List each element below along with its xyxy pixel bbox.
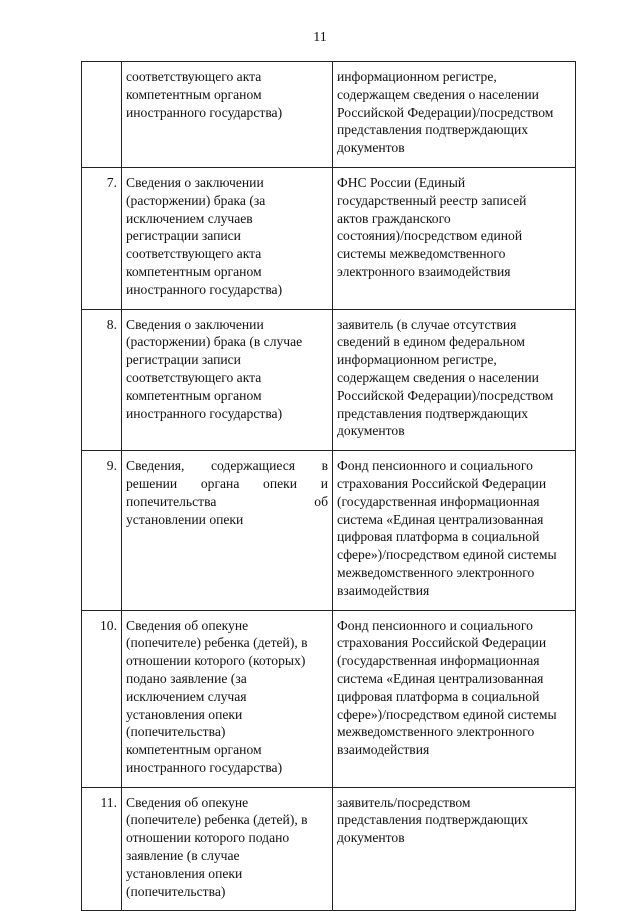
cell-line: актов гражданского bbox=[337, 210, 451, 226]
cell-line: система «Единая централизованная bbox=[337, 511, 544, 527]
row-number: 10. bbox=[82, 610, 122, 787]
cell-line: взаимодействия bbox=[337, 742, 430, 758]
cell-line: иностранного государства) bbox=[126, 104, 283, 120]
info-cell bbox=[122, 451, 333, 610]
cell-line: Российской Федерации)/посредством bbox=[337, 104, 554, 120]
row-number: 11. bbox=[82, 787, 122, 911]
info-cell bbox=[122, 610, 333, 787]
cell-line: иностранного государства) bbox=[126, 405, 283, 421]
cell-line: документов bbox=[337, 423, 405, 439]
cell-line: (попечительства) bbox=[126, 724, 226, 740]
cell-line: страхования Российской Федерации bbox=[337, 475, 547, 491]
cell-line: заявитель (в случае отсутствия bbox=[337, 316, 517, 332]
page-number: 11 bbox=[313, 30, 327, 45]
table-row bbox=[82, 610, 576, 787]
cell-line: государственный реестр записей bbox=[337, 192, 527, 208]
info-cell bbox=[122, 309, 333, 451]
cell-line: страхования Российской Федерации bbox=[337, 635, 547, 651]
cell-line: исключением случая bbox=[126, 688, 247, 704]
row-number: 8. bbox=[82, 309, 122, 451]
table-row bbox=[82, 787, 576, 911]
cell-line: документов bbox=[337, 830, 405, 846]
info-cell bbox=[122, 167, 333, 309]
cell-line: ФНС России (Единый bbox=[337, 174, 466, 190]
cell-line: Фонд пенсионного и социального bbox=[337, 458, 533, 474]
cell-line: регистрации записи bbox=[126, 228, 241, 244]
cell-line: исключением случаев bbox=[126, 210, 253, 226]
cell-line: Фонд пенсионного и социального bbox=[337, 617, 533, 633]
cell-line: представления подтверждающих bbox=[337, 122, 529, 138]
cell-line: заявление (в случае bbox=[126, 848, 240, 864]
cell-line: состояния)/посредством единой bbox=[337, 228, 523, 244]
cell-line: содержащем сведения о населении bbox=[337, 369, 539, 385]
table-row bbox=[82, 62, 576, 168]
row-number: 9. bbox=[82, 451, 122, 610]
info-cell bbox=[122, 787, 333, 911]
cell-line: (расторжении) брака (в случае bbox=[126, 334, 303, 350]
cell-line: подано заявление (за bbox=[126, 670, 247, 686]
row-number: 7. bbox=[82, 167, 122, 309]
cell-line: система «Единая централизованная bbox=[337, 670, 544, 686]
cell-line: соответствующего акта bbox=[126, 246, 262, 262]
cell-line: попечительства об bbox=[126, 493, 328, 509]
cell-line: Сведения, содержащиеся в bbox=[126, 458, 328, 474]
cell-line: межведомственного электронного bbox=[337, 564, 535, 580]
cell-line: решении органа опеки и bbox=[126, 475, 328, 491]
cell-line: (расторжении) брака (за bbox=[126, 192, 266, 208]
table-row bbox=[82, 451, 576, 610]
cell-line: регистрации записи bbox=[126, 352, 241, 368]
cell-line: Сведения о заключении bbox=[126, 316, 264, 332]
cell-line: сведений в едином федеральном bbox=[337, 334, 526, 350]
row-number bbox=[82, 62, 122, 168]
cell-line: Сведения о заключении bbox=[126, 174, 264, 190]
cell-line: информационном регистре, bbox=[337, 69, 497, 84]
cell-line: иностранного государства) bbox=[126, 281, 283, 297]
cell-line: заявитель/посредством bbox=[337, 794, 471, 810]
cell-line: (попечителе) ребенка (детей), в bbox=[126, 812, 308, 828]
cell-line: иностранного государства) bbox=[126, 759, 283, 775]
cell-line: взаимодействия bbox=[337, 582, 430, 598]
cell-line: (попечительства) bbox=[126, 883, 226, 899]
cell-line: сфере»)/посредством единой системы bbox=[337, 706, 557, 722]
cell-line: соответствующего акта bbox=[126, 69, 262, 84]
source-cell bbox=[333, 309, 576, 451]
source-cell bbox=[333, 451, 576, 610]
cell-line: компетентным органом bbox=[126, 742, 262, 758]
source-cell bbox=[333, 610, 576, 787]
cell-line: компетентным органом bbox=[126, 263, 262, 279]
cell-line: (государственная информационная bbox=[337, 653, 540, 669]
cell-line: (попечителе) ребенка (детей), в bbox=[126, 635, 308, 651]
cell-line: представления подтверждающих bbox=[337, 405, 529, 421]
cell-line: установления опеки bbox=[126, 706, 243, 722]
source-cell bbox=[333, 62, 576, 168]
cell-line: Сведения об опекуне bbox=[126, 617, 249, 633]
cell-line: установлении опеки bbox=[126, 511, 244, 527]
cell-line: установления опеки bbox=[126, 865, 243, 881]
table-row bbox=[82, 167, 576, 309]
cell-line: цифровая платформа в социальной bbox=[337, 688, 540, 704]
info-cell bbox=[122, 62, 333, 168]
table-row bbox=[82, 309, 576, 451]
cell-line: Российской Федерации)/посредством bbox=[337, 387, 554, 403]
cell-line: документов bbox=[337, 140, 405, 156]
source-cell bbox=[333, 787, 576, 911]
cell-line: межведомственного электронного bbox=[337, 724, 535, 740]
cell-line: информационном регистре, bbox=[337, 352, 497, 368]
source-cell bbox=[333, 167, 576, 309]
cell-line: (государственная информационная bbox=[337, 493, 540, 509]
cell-line: электронного взаимодействия bbox=[337, 263, 511, 279]
cell-line: Сведения об опекуне bbox=[126, 794, 249, 810]
cell-line: отношении которого (которых) bbox=[126, 653, 306, 669]
cell-line: цифровая платформа в социальной bbox=[337, 529, 540, 545]
cell-line: компетентным органом bbox=[126, 86, 262, 102]
cell-line: представления подтверждающих bbox=[337, 812, 529, 828]
cell-line: содержащем сведения о населении bbox=[337, 86, 539, 102]
cell-line: сфере»)/посредством единой системы bbox=[337, 547, 557, 563]
data-sources-table bbox=[81, 61, 576, 911]
cell-line: отношении которого подано bbox=[126, 830, 290, 846]
cell-line: компетентным органом bbox=[126, 387, 262, 403]
cell-line: системы межведомственного bbox=[337, 246, 506, 262]
cell-line: соответствующего акта bbox=[126, 369, 262, 385]
